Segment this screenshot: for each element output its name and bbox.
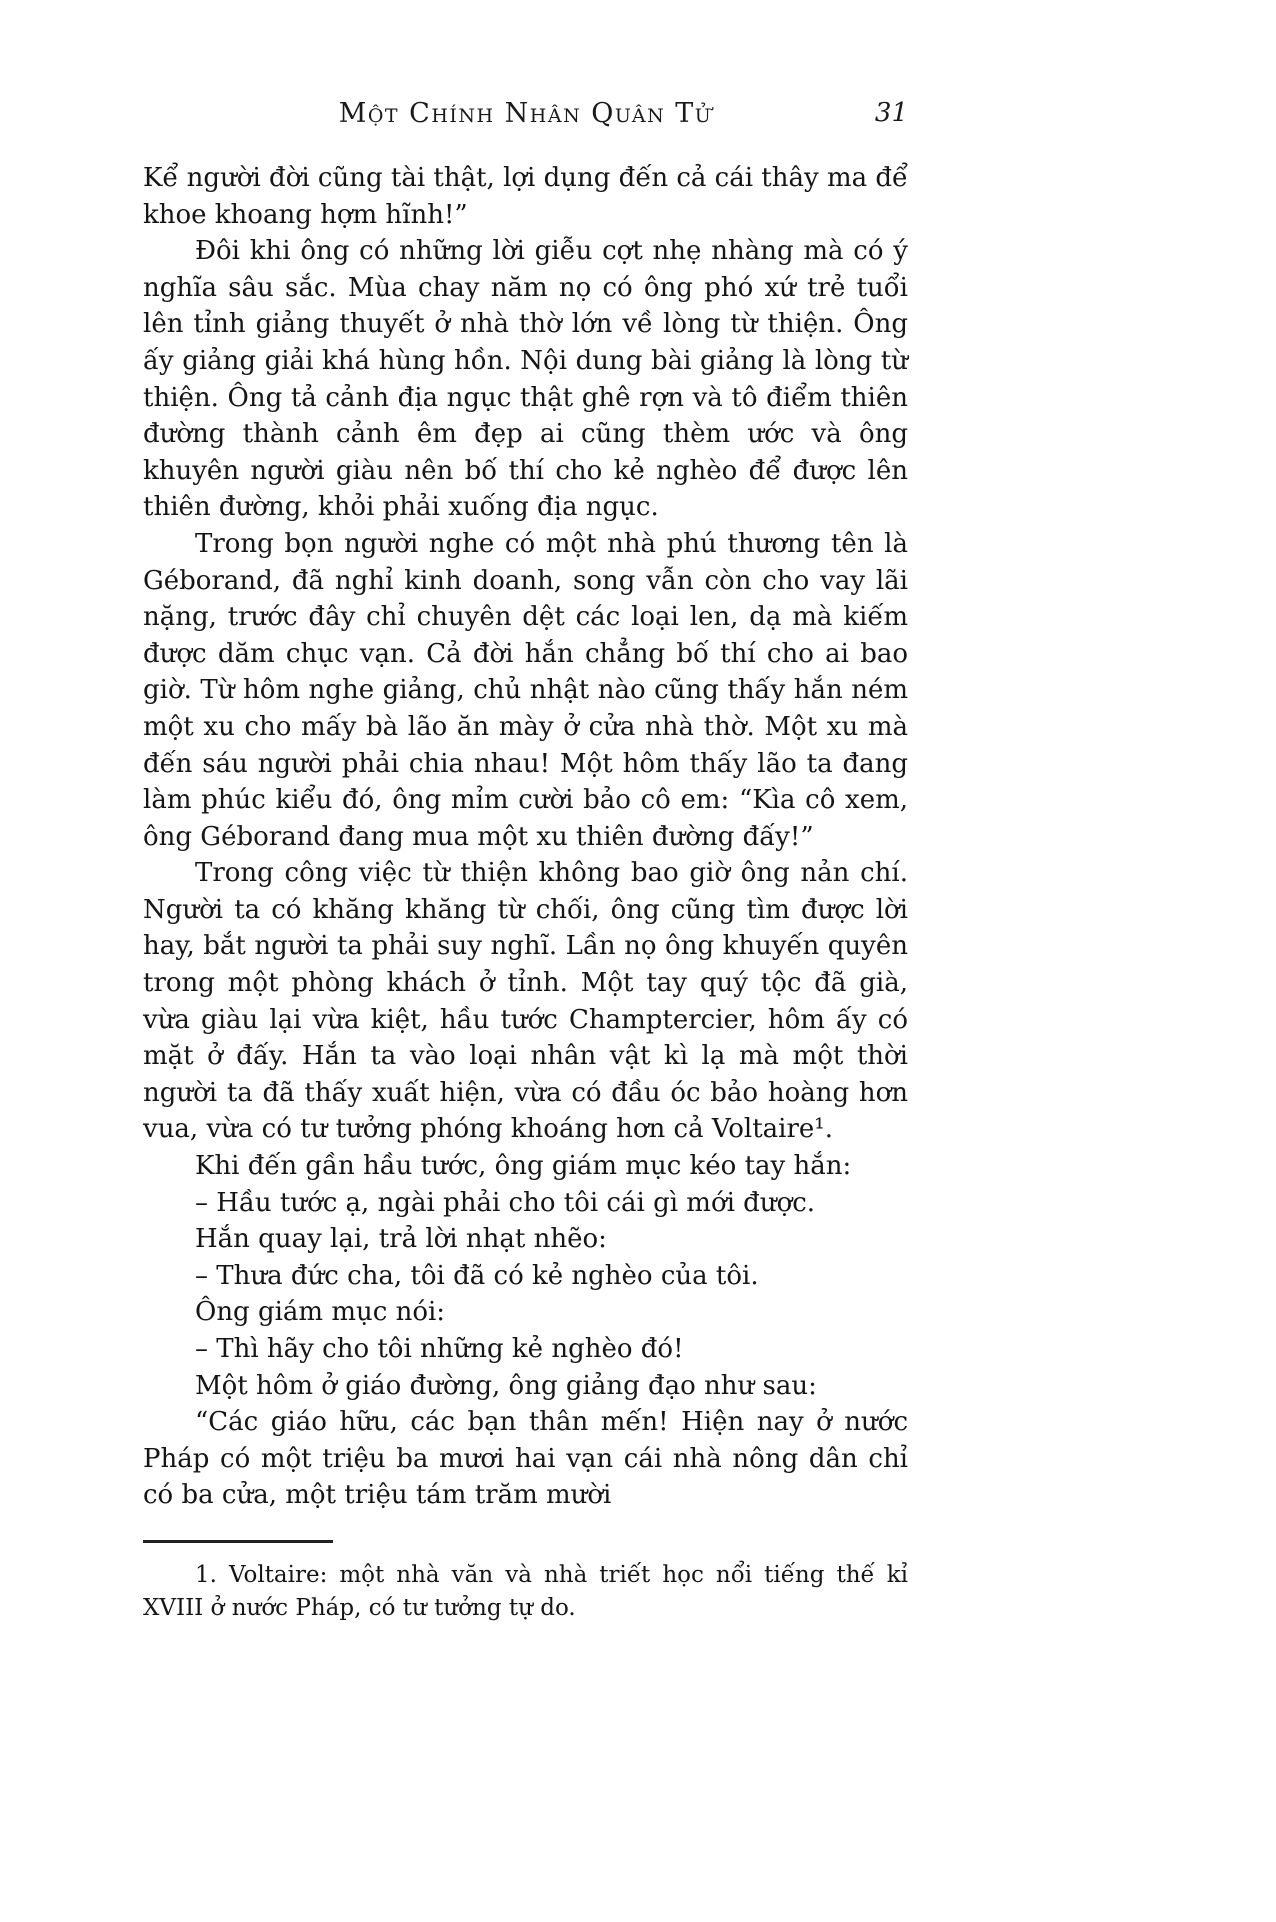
chapter-title: Một Chính Nhân Quân Tử xyxy=(338,98,713,129)
body-text xyxy=(143,160,908,1625)
paragraph: Trong công việc từ thiện không bao giờ ông nản chí. Người ta có khăng khăng từ chối, ông cũng tìm được lời hay, bắt người ta phải suy nghĩ. Lần nọ ông khuyến quyên trong một phòng khách ở tỉnh. Một tay quý tộc đã già, vừa giàu lại vừa kiệt, hầu tước Champtercier, hôm ấy có mặt ở đấy. Hắn ta vào loại nhân vật kì lạ mà một thời người ta đã thấy xuất hiện, vừa có đầu óc bảo hoàng hơn vua, vừa có tư tưởng phóng khoáng hơn cả Voltaire¹. xyxy=(143,858,908,1145)
page-header xyxy=(143,98,908,138)
page-number: 31 xyxy=(874,98,908,128)
paragraph: Kể người đời cũng tài thật, lợi dụng đến cả cái thây ma để khoe khoang hợm hĩnh!” xyxy=(143,163,909,230)
paragraph-list xyxy=(143,160,908,1514)
paragraph: “Các giáo hữu, các bạn thân mến! Hiện nay ở nước Pháp có một triệu ba mươi hai vạn cái nhà nông dân chỉ có ba cửa, một triệu tám trăm mười xyxy=(143,1407,908,1511)
paragraph: Hắn quay lại, trả lời nhạt nhẽo: xyxy=(195,1224,607,1255)
paragraph: – Thưa đức cha, tôi đã có kẻ nghèo của tôi. xyxy=(195,1260,759,1291)
paragraph: Khi đến gần hầu tước, ông giám mục kéo tay hắn: xyxy=(195,1151,852,1182)
paragraph: Ông giám mục nói: xyxy=(195,1297,446,1328)
paragraph: Đôi khi ông có những lời giễu cợt nhẹ nhàng mà có ý nghĩa sâu sắc. Mùa chay năm nọ có ông phó xứ trẻ tuổi lên tỉnh giảng thuyết ở nhà thờ lớn về lòng từ thiện. Ông ấy giảng giải khá hùng hồn. Nội dung bài giảng là lòng từ thiện. Ông tả cảnh địa ngục thật ghê rợn và tô điểm thiên đường thành cảnh êm đẹp ai cũng thèm ước và ông khuyên người giàu nên bố thí cho kẻ nghèo để được lên thiên đường, khỏi phải xuống địa ngục. xyxy=(143,236,908,523)
paragraph: – Thì hãy cho tôi những kẻ nghèo đó! xyxy=(195,1334,684,1364)
paragraph: – Hầu tước ạ, ngài phải cho tôi cái gì mới được. xyxy=(195,1187,816,1218)
footnote-separator xyxy=(143,1540,333,1543)
paragraph: Trong bọn người nghe có một nhà phú thương tên là Géborand, đã nghỉ kinh doanh, song vẫn còn cho vay lãi nặng, trước đây chỉ chuyên dệt các loại len, dạ mà kiếm được dăm chục vạn. Cả đời hắn chẳng bố thí cho ai bao giờ. Từ hôm nghe giảng, chủ nhật nào cũng thấy hắn ném một xu cho mấy bà lão ăn mày ở cửa nhà thờ. Một xu mà đến sáu người phải chia nhau! Một hôm thấy lão ta đang làm phúc kiểu đó, ông mỉm cười bảo cô em: “Kìa cô xem, ông Géborand đang mua một xu thiên đường đấy!” xyxy=(143,528,908,852)
paragraph: Một hôm ở giáo đường, ông giảng đạo như sau: xyxy=(195,1370,817,1401)
footnote-block xyxy=(143,1540,908,1625)
footnote-text: 1. Voltaire: một nhà văn và nhà triết học nổi tiếng thế kỉ XVIII ở nước Pháp, có tư tưởng tự do. xyxy=(143,1561,908,1621)
